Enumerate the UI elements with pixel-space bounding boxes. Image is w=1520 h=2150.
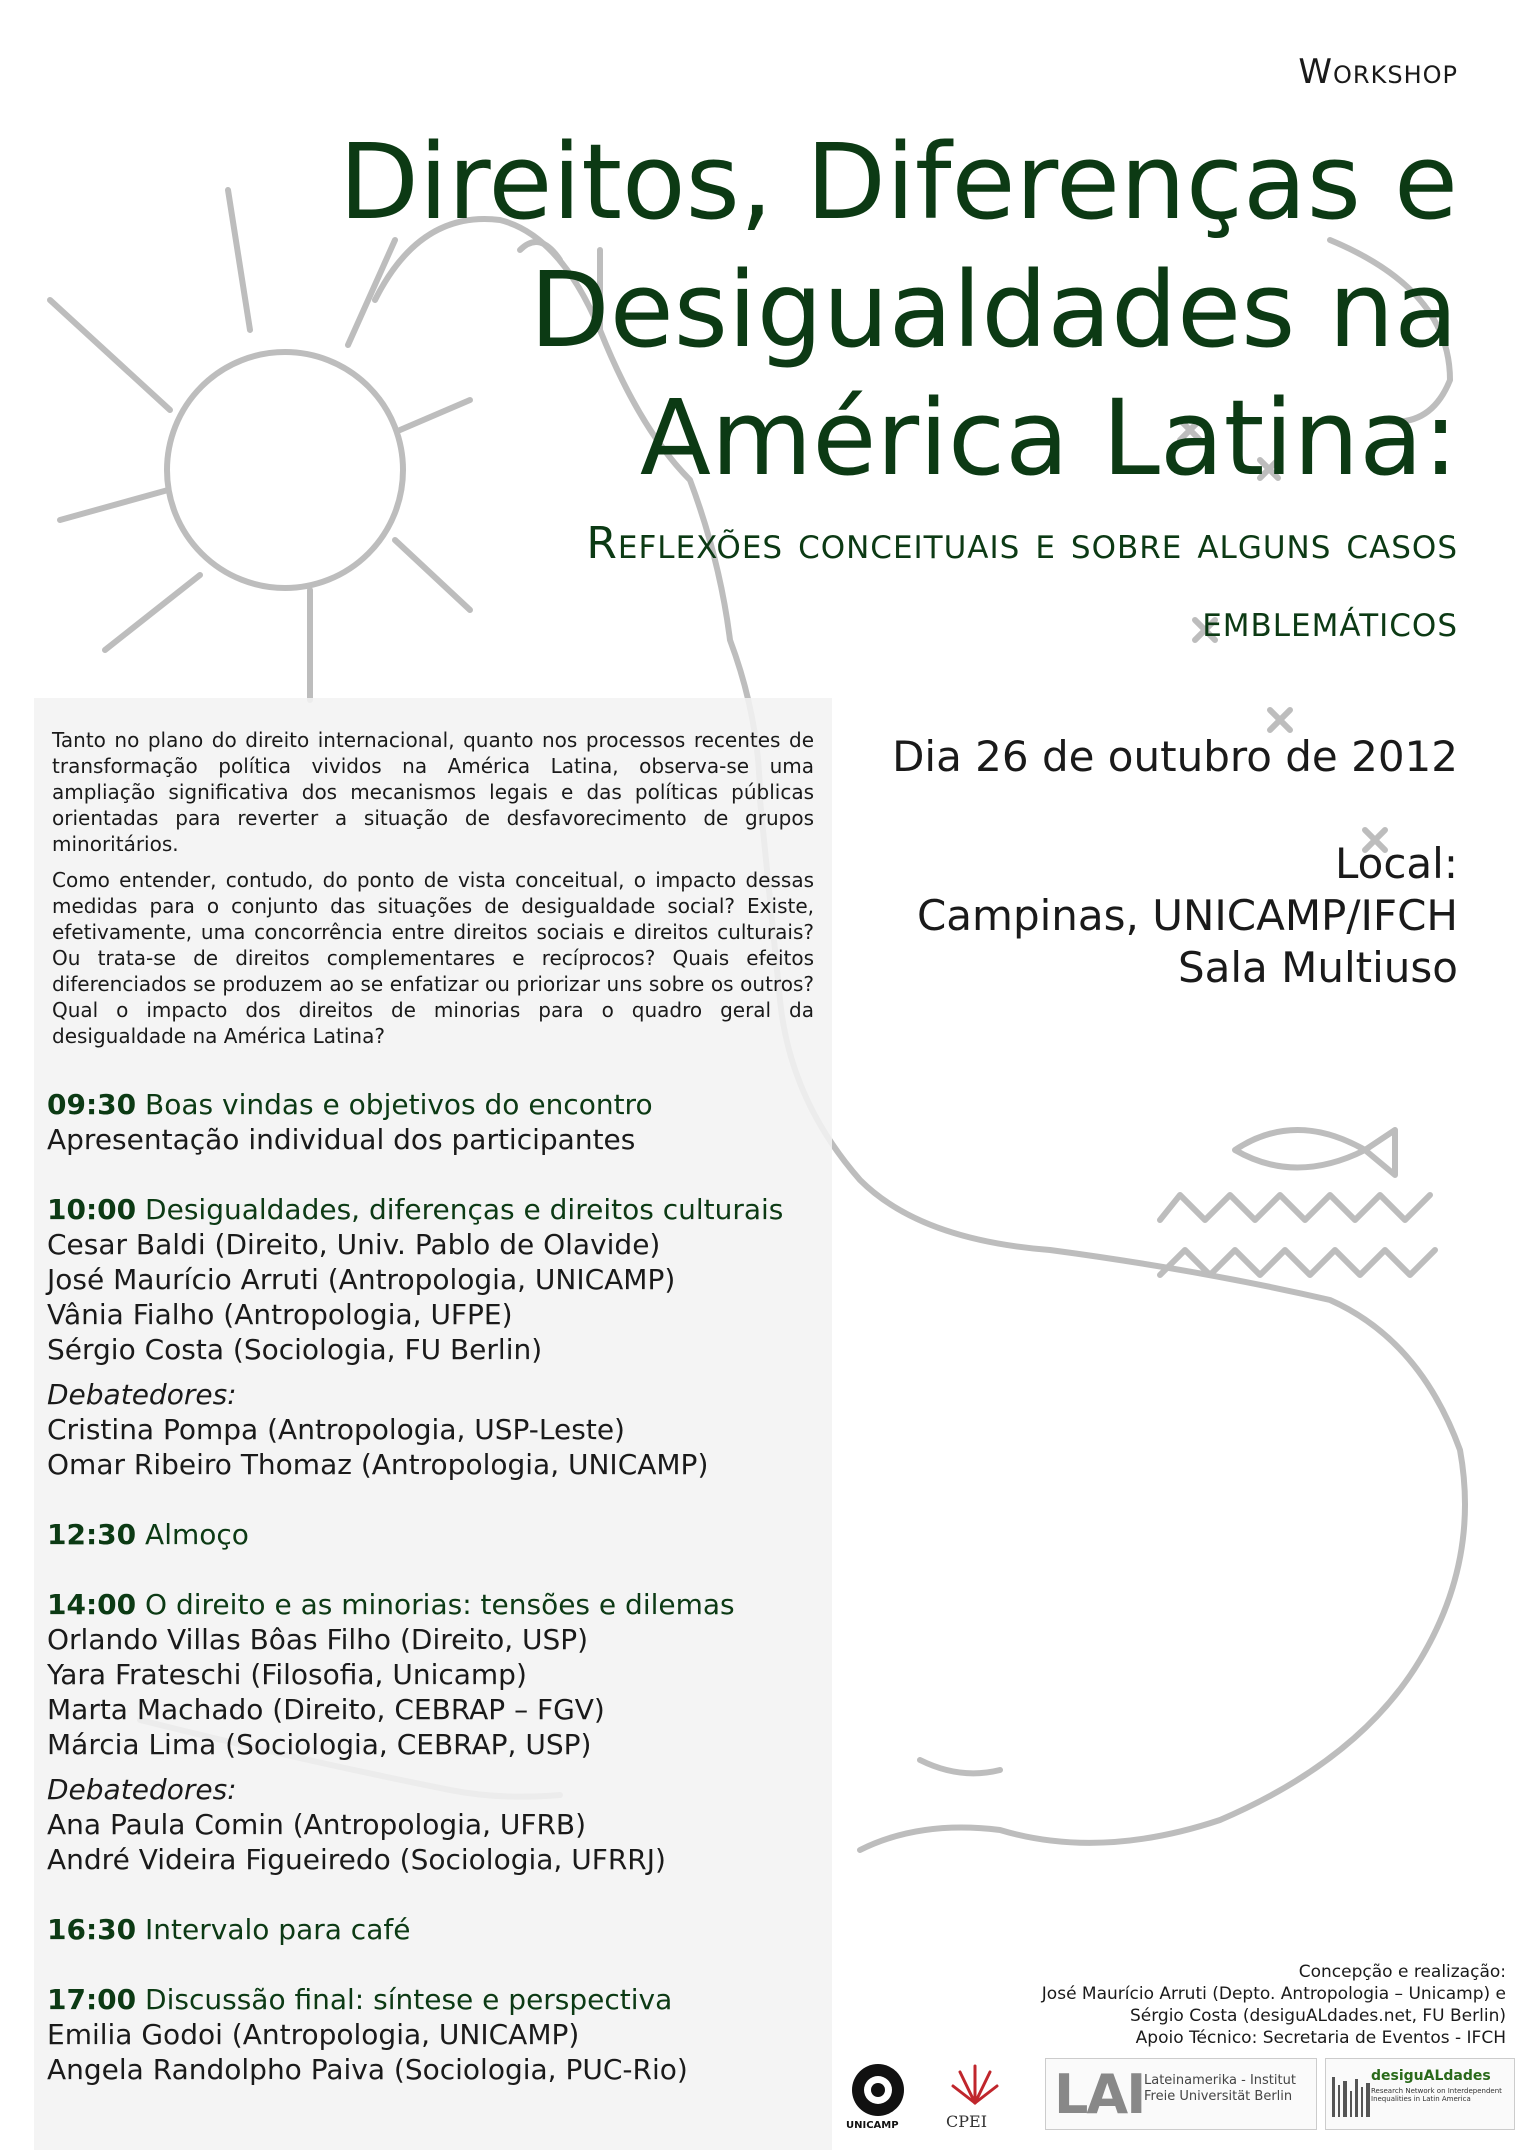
desigualdades-logo-name: desiguALdades <box>1371 2068 1491 2084</box>
session-heading <box>47 1587 837 1622</box>
session-title: Almoço <box>145 1518 249 1551</box>
lai-logo-subtitle <box>1144 2073 1296 2105</box>
lai-sub-line: Lateinamerika - Institut <box>1144 2073 1296 2088</box>
title-line: América Latina: <box>639 377 1458 499</box>
subtitle-line: Reflexões conceituais e sobre alguns casos <box>586 518 1458 569</box>
intro-paragraph: Tanto no plano do direito internacional, quanto nos processos recentes de transformação política vividos na América Latina, observa-se uma ampliação significativa dos mecanismos legais e das políticas públicas orientadas para reverter a situação de desfavorecimento de grupos minoritários. <box>52 728 814 856</box>
schedule-session <box>47 1912 837 1947</box>
credits-line: Concepção e realização: <box>1298 1962 1506 1982</box>
speaker-line: Marta Machado (Direito, CEBRAP – FGV) <box>47 1693 605 1726</box>
session-time: 12:30 <box>47 1518 137 1551</box>
session-title: Boas vindas e objetivos do encontro <box>145 1088 653 1121</box>
unicamp-logo-icon <box>850 2062 906 2118</box>
debater-line: André Videira Figueiredo (Sociologia, UFRRJ) <box>47 1843 666 1876</box>
intro-text <box>52 727 814 1059</box>
session-title: Discussão final: síntese e perspectiva <box>145 1983 673 2016</box>
speaker-line: Emilia Godoi (Antropologia, UNICAMP) <box>47 2018 580 2051</box>
session-time: 10:00 <box>47 1193 137 1226</box>
cpei-logo-label: CPEI <box>946 2112 988 2131</box>
debater-line: Omar Ribeiro Thomaz (Antropologia, UNICAMP) <box>47 1448 709 1481</box>
session-heading <box>47 1517 837 1552</box>
session-title: O direito e as minorias: tensões e dilemas <box>145 1588 735 1621</box>
title-line: Direitos, Diferenças e <box>338 121 1458 243</box>
schedule-session <box>47 1192 837 1482</box>
location-venue: Campinas, UNICAMP/IFCH <box>916 891 1458 940</box>
schedule-session <box>47 1087 837 1157</box>
speaker-line: Orlando Villas Bôas Filho (Direito, USP) <box>47 1623 589 1656</box>
credits-line: Sérgio Costa (desiguALdades.net, FU Berlin) <box>1129 2006 1506 2026</box>
speaker-line: Apresentação individual dos participantes <box>47 1123 636 1156</box>
debaters-block <box>47 1772 837 1877</box>
fish-drawing <box>1235 1130 1395 1175</box>
speaker-line: Vânia Fialho (Antropologia, UFPE) <box>47 1298 513 1331</box>
session-time: 09:30 <box>47 1088 137 1121</box>
session-heading <box>47 1912 837 1947</box>
subtitle-line: emblemáticos <box>1202 596 1458 647</box>
credits-line: José Maurício Arruti (Depto. Antropologia – Unicamp) e <box>1041 1984 1506 2004</box>
page-title <box>258 118 1458 502</box>
debater-line: Cristina Pompa (Antropologia, USP-Leste) <box>47 1413 625 1446</box>
lai-sub-line: Freie Universität Berlin <box>1144 2089 1293 2104</box>
session-heading <box>47 1982 837 2017</box>
schedule-session <box>47 1517 837 1552</box>
session-time: 16:30 <box>47 1913 137 1946</box>
session-heading <box>47 1087 837 1122</box>
speaker-line: José Maurício Arruti (Antropologia, UNICAMP) <box>47 1263 676 1296</box>
speaker-line: Yara Frateschi (Filosofia, Unicamp) <box>47 1658 527 1691</box>
location-room: Sala Multiuso <box>1177 943 1458 992</box>
schedule-session <box>47 1982 837 2087</box>
session-heading <box>47 1192 837 1227</box>
event-date: Dia 26 de outubro de 2012 <box>892 732 1458 781</box>
program-schedule <box>47 1087 837 2122</box>
desigualdades-logo-subtitle: Research Network on Interdependent Inequalities in Latin America <box>1371 2087 1502 2103</box>
speaker-line: Márcia Lima (Sociologia, CEBRAP, USP) <box>47 1728 592 1761</box>
speaker-line: Angela Randolpho Paiva (Sociologia, PUC-Rio) <box>47 2053 688 2086</box>
unicamp-logo-label: UNICAMP <box>846 2120 899 2131</box>
debaters-label: Debatedores: <box>47 1773 237 1806</box>
page-subtitle <box>178 505 1458 661</box>
cpei-logo-icon <box>950 2058 1000 2108</box>
session-time: 14:00 <box>47 1588 137 1621</box>
workshop-eyebrow: Workshop <box>1298 52 1458 92</box>
session-title: Intervalo para café <box>145 1913 411 1946</box>
lai-logo-mark: LAI <box>1054 2063 1145 2126</box>
barcode-icon <box>1332 2077 1374 2117</box>
schedule-session <box>47 1587 837 1877</box>
session-title: Desigualdades, diferenças e direitos culturais <box>145 1193 784 1226</box>
debaters-label: Debatedores: <box>47 1378 237 1411</box>
credits <box>806 1961 1506 2049</box>
event-location <box>758 838 1458 994</box>
title-line: Desigualdades na <box>529 249 1458 371</box>
credits-line: Apoio Técnico: Secretaria de Eventos - IFCH <box>1135 2028 1506 2048</box>
speaker-line: Cesar Baldi (Direito, Univ. Pablo de Olavide) <box>47 1228 661 1261</box>
debater-line: Ana Paula Comin (Antropologia, UFRB) <box>47 1808 587 1841</box>
speaker-line: Sérgio Costa (Sociologia, FU Berlin) <box>47 1333 543 1366</box>
intro-paragraph: Como entender, contudo, do ponto de vista conceitual, o impacto dessas medidas para o conjunto das situações de desigualdade social? Existe, efetivamente, uma concorrência entre direitos sociais e direitos culturais? Ou trata-se de direitos complementares e recíprocos? Quais efeitos diferenciados se produzem ao se enfatizar ou priorizar uns sobre os outros? Qual o impacto dos direitos de minorias para o quadro geral da desigualdade na América Latina? <box>52 868 814 1048</box>
location-label: Local: <box>1334 839 1458 888</box>
session-time: 17:00 <box>47 1983 137 2016</box>
debaters-block <box>47 1377 837 1482</box>
